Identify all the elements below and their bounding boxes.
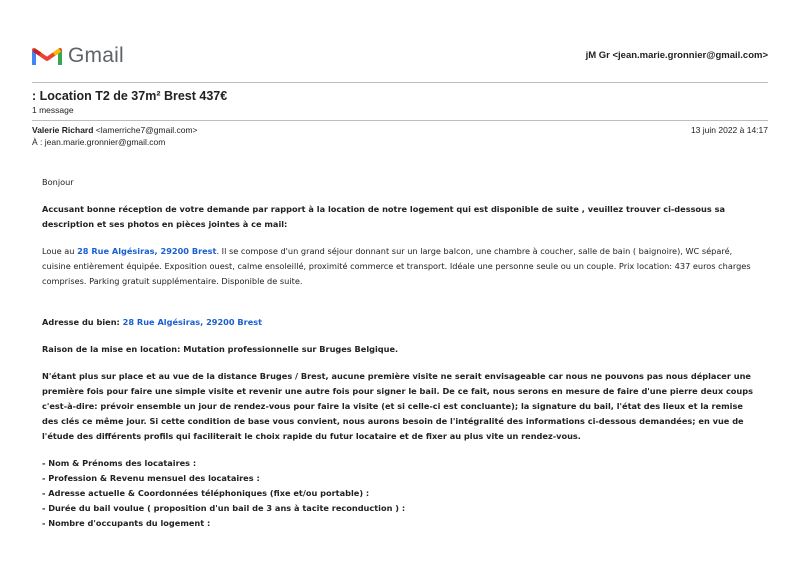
- message-count: 1 message: [32, 105, 74, 115]
- account-email: jM Gr <jean.marie.gronnier@gmail.com>: [585, 50, 768, 61]
- address-link[interactable]: 28 Rue Algésiras, 29200 Brest: [77, 246, 217, 256]
- requirements-list: [42, 456, 762, 531]
- subject-divider: [32, 120, 768, 121]
- list-item: - Nombre d'occupants du logement :: [42, 518, 211, 528]
- gmail-logo: [32, 44, 124, 68]
- list-item: - Nom & Prénoms des locataires :: [42, 458, 197, 468]
- details-paragraph: N'étant plus sur place et au vue de la distance Bruges / Brest, aucune première visite ne serait envisageable car nous ne pouvons pas nous déplacer une première fois pour faire une simple visite et revenir une autre fois pour signer le bail. De ce fait, nous serons en mesure de faire d'une pierre deux coups c'est-à-dire: prévoir ensemble un jour de rendez-vous pour faire la visite (et si celle-ci est concluante); la signature du bail, l'état des lieux et la remise des clés ce même jour. Si cette condition de base vous convient, nous aurons besoin de l'intégralité des informations ci-dessous demandées; en vue de l'étude des différents profils qui faciliterait le choix rapide du futur locataire et de fixer au plus vite un rendez-vous.: [42, 371, 753, 441]
- recipient-line: À : jean.marie.gronnier@gmail.com: [32, 137, 166, 147]
- list-item: - Durée du bail voulue ( proposition d'un bail de 3 ans à tacite reconduction ) :: [42, 503, 406, 513]
- adresse-label: Adresse du bien:: [42, 317, 120, 327]
- thread-subject: : Location T2 de 37m² Brest 437€: [32, 89, 228, 103]
- description-paragraph: [42, 244, 762, 289]
- message-body: [42, 175, 762, 531]
- gmail-wordmark: Gmail: [68, 44, 124, 67]
- adresse-link[interactable]: 28 Rue Algésiras, 29200 Brest: [122, 317, 263, 327]
- header-divider: [32, 82, 768, 83]
- greeting: Bonjour: [42, 177, 74, 187]
- adresse-paragraph: [42, 315, 762, 330]
- gmail-m-icon: [32, 45, 62, 67]
- loue-prefix: Loue au: [42, 246, 75, 256]
- intro-paragraph: Accusant bonne réception de votre demande par rapport à la location de notre logement qui est disponible de suite , veuillez trouver ci-dessous sa description et ses photos en pièces jointes à ce mail:: [42, 204, 726, 229]
- list-item: - Profession & Revenu mensuel des locataires :: [42, 473, 260, 483]
- sender-name: Valerie Richard: [32, 125, 94, 135]
- reason-paragraph: Raison de la mise en location: Mutation professionnelle sur Bruges Belgique.: [42, 344, 399, 354]
- list-item: - Adresse actuelle & Coordonnées téléphoniques (fixe et/ou portable) :: [42, 488, 370, 498]
- message-date: 13 juin 2022 à 14:17: [690, 125, 768, 135]
- sender-email: <lamerriche7@gmail.com>: [95, 125, 198, 135]
- description-text: . Il se compose d'un grand séjour donnant sur un large balcon, une chambre à coucher, salle de bain ( baignoire), WC séparé, cuisine entièrement équipée. Exposition ouest, calme ensoleillé, proximité commerce et transport. Idéale une personne seule ou un couple. Prix location: 437 euros charges comprises. Parking gratuit supplémentaire. Disponible de suite.: [42, 246, 751, 286]
- gmail-header: [32, 40, 768, 72]
- sender-line: [32, 125, 198, 135]
